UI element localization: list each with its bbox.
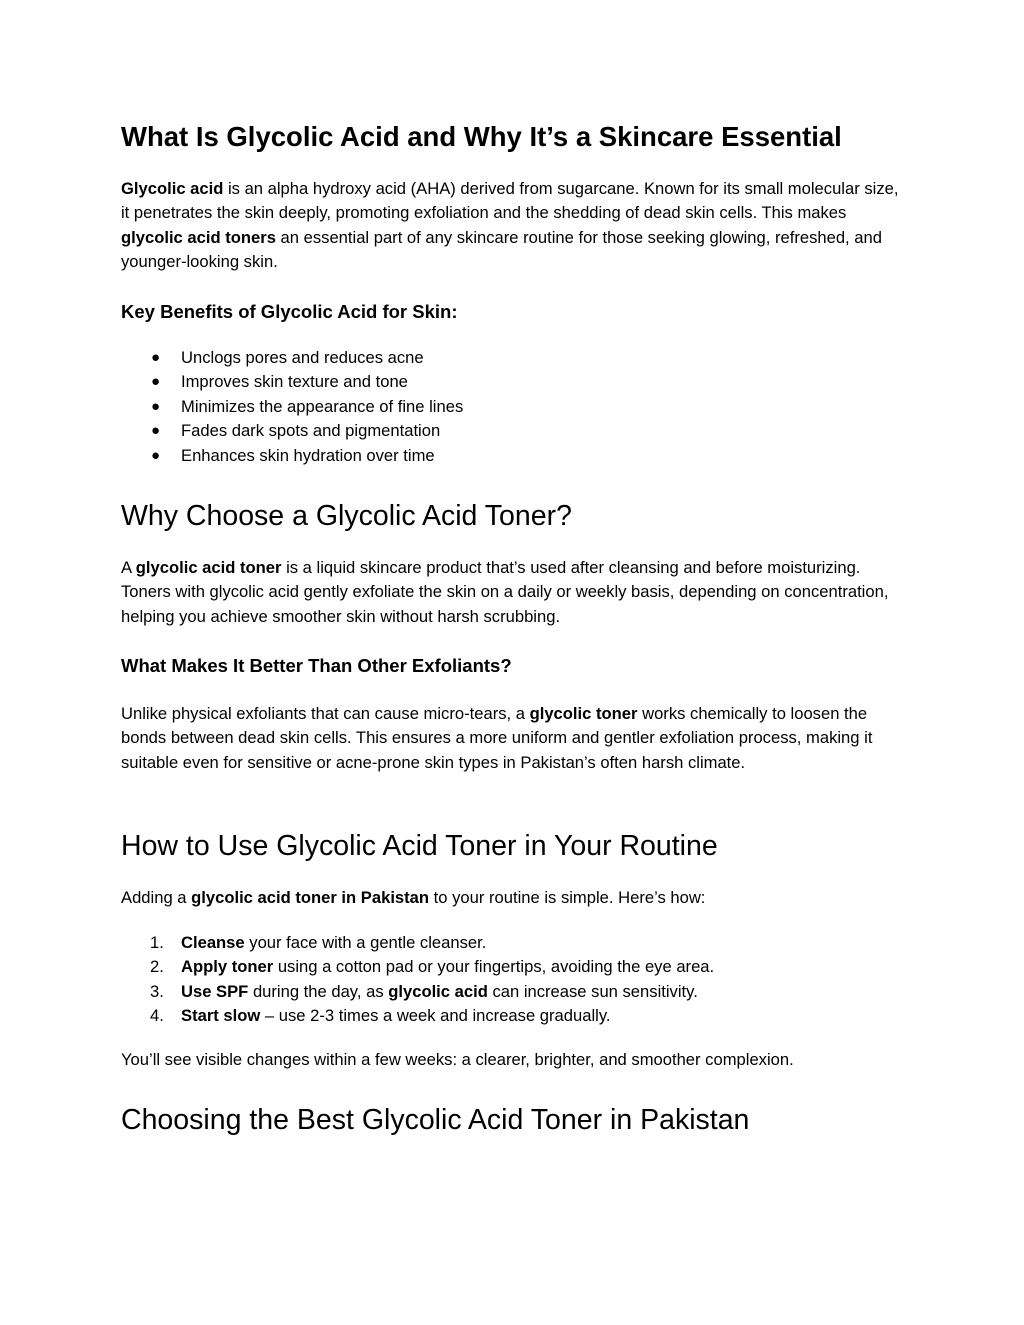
toner-text-1: is a liquid skincare product that’s used after cleansing and before moisturizing. Toners with glycolic acid gently exfoliate the skin on a daily or weekly basis, depending on concentration, helping you achieve smoother skin without harsh scrubbing. <box>121 558 889 626</box>
routine-intro-text-0: Adding a <box>121 888 192 907</box>
step-text: your face with a gentle cleanser. <box>244 933 487 952</box>
routine-steps-list <box>121 931 911 1029</box>
intro-paragraph <box>121 177 906 275</box>
step-bold: Apply toner <box>181 957 274 977</box>
benefits-list <box>121 346 911 468</box>
toner-text-0: A <box>121 558 136 577</box>
step-number: 3. <box>150 981 164 1001</box>
benefit-text: Fades dark spots and pigmentation <box>181 421 441 441</box>
bold-glycolic-acid: Glycolic acid <box>121 179 224 198</box>
list-item <box>121 980 911 1004</box>
bullet-marker: ● <box>151 373 161 391</box>
subheading-key-benefits: Key Benefits of Glycolic Acid for Skin: <box>121 301 458 322</box>
heading-why-choose-toner: Why Choose a Glycolic Acid Toner? <box>121 500 572 532</box>
step-text: using a cotton pad or your fingertips, avoiding the eye area. <box>273 957 715 977</box>
step-bold: Use SPF <box>181 981 249 1001</box>
step-bold: Start slow <box>181 1006 261 1026</box>
intro-text-1: is an alpha hydroxy acid (AHA) derived from sugarcane. Known for its small molecular size, it penetrates the skin deeply, promoting exfoliation and the shedding of dead skin cells. This makes <box>121 179 899 223</box>
routine-intro-paragraph <box>121 886 906 910</box>
exfoliants-paragraph <box>121 702 906 775</box>
bullet-marker: ● <box>151 349 161 366</box>
list-item <box>121 419 911 443</box>
benefit-text: Improves skin texture and tone <box>181 372 408 392</box>
exfoliants-text-1: works chemically to loosen the bonds between dead skin cells. This ensures a more uniform and gentler exfoliation process, making it suitable even for sensitive or acne-prone skin types in Pakistan’s often harsh climate. <box>121 704 873 772</box>
step-text-2: can increase sun sensitivity. <box>487 981 698 1001</box>
benefit-text: Minimizes the appearance of fine lines <box>181 396 464 416</box>
step-text: during the day, as <box>248 981 389 1001</box>
benefit-text: Unclogs pores and reduces acne <box>181 348 424 367</box>
exfoliants-text-0: Unlike physical exfoliants that can cause micro-tears, a <box>121 704 530 723</box>
bold-glycolic-acid-toner-pakistan: glycolic acid toner in Pakistan <box>191 888 430 907</box>
subheading-better-than-exfoliants: What Makes It Better Than Other Exfoliants? <box>121 655 512 676</box>
bullet-marker: ● <box>151 397 161 415</box>
step-number: 1. <box>150 933 164 952</box>
step-text: – use 2-3 times a week and increase gradually. <box>260 1006 611 1026</box>
toner-paragraph <box>121 556 906 629</box>
routine-intro-text-1: to your routine is simple. Here’s how: <box>429 888 706 907</box>
bold-glycolic-acid-toners: glycolic acid toners <box>121 227 276 247</box>
bold-glycolic-toner: glycolic toner <box>529 704 638 723</box>
bullet-marker: ● <box>151 422 161 440</box>
list-item <box>121 444 911 468</box>
list-item <box>121 931 911 955</box>
list-item <box>121 395 911 419</box>
heading-choosing-best-toner: Choosing the Best Glycolic Acid Toner in Pakistan <box>121 1104 750 1136</box>
list-item <box>121 346 911 370</box>
list-item <box>121 370 911 394</box>
step-number: 4. <box>150 1006 164 1026</box>
heading-how-to-use: How to Use Glycolic Acid Toner in Your Routine <box>121 830 718 862</box>
bullet-marker: ● <box>151 446 161 464</box>
list-item <box>121 1004 911 1028</box>
step-number: 2. <box>150 957 164 977</box>
benefit-text: Enhances skin hydration over time <box>181 445 435 465</box>
step-bold-2: glycolic acid <box>388 981 488 1001</box>
list-item <box>121 955 911 979</box>
heading-what-is-glycolic-acid: What Is Glycolic Acid and Why It’s a Skincare Essential <box>121 121 842 152</box>
step-bold: Cleanse <box>181 933 245 952</box>
results-paragraph: You’ll see visible changes within a few weeks: a clearer, brighter, and smoother complexion. <box>121 1050 794 1069</box>
bold-glycolic-acid-toner: glycolic acid toner <box>135 558 282 577</box>
intro-text-2: an essential part of any skincare routine for those seeking glowing, refreshed, and younger-looking skin. <box>121 227 882 272</box>
